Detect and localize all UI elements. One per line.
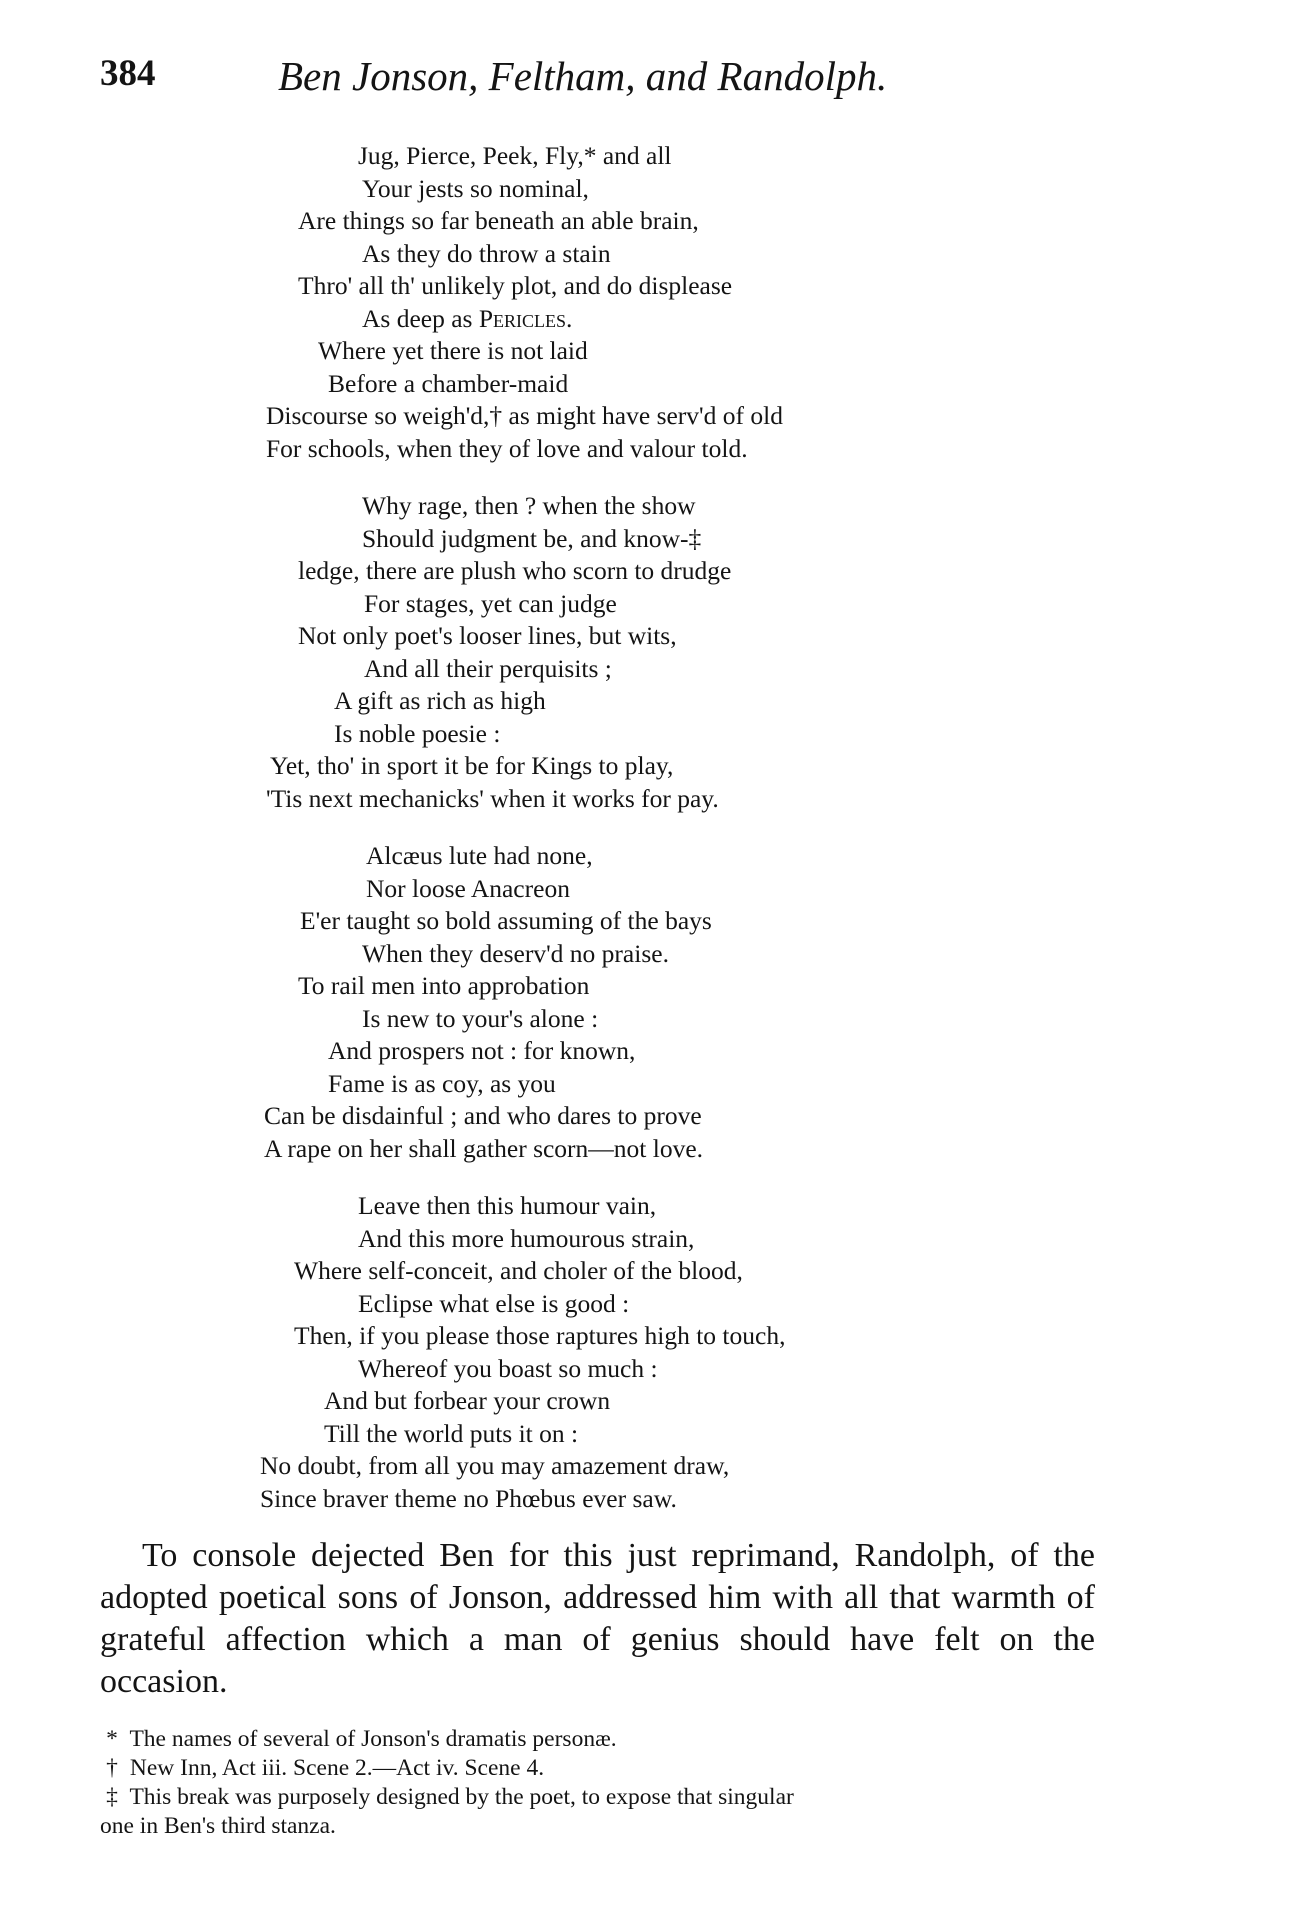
narrative-paragraph [100, 1535, 1095, 1703]
poem-line: Till the world puts it on : [324, 1418, 579, 1448]
poem-line: Should judgment be, and know-‡ [362, 523, 702, 553]
poem-line: As deep as Pericles. [362, 303, 573, 333]
poem-line: For schools, when they of love and valour told. [266, 433, 748, 463]
poem-line: A rape on her shall gather scorn—not love. [264, 1133, 704, 1163]
poem-line: Why rage, then ? when the show [362, 491, 696, 520]
footnotes [100, 1725, 1100, 1841]
poem-line: ledge, there are plush who scorn to drudge [298, 556, 732, 585]
poem-line: Yet, tho' in sport it be for Kings to play, [270, 751, 674, 780]
footnote-mark: * [106, 1726, 118, 1752]
page-header [100, 52, 1100, 112]
poem-line: Where self-conceit, and choler of the blood, [294, 1256, 743, 1285]
poem-line: 'Tis next mechanicks' when it works for pay. [266, 783, 719, 813]
stanza-3 [0, 840, 1293, 1165]
poem-line: When they deserv'd no praise. [362, 938, 669, 968]
poem-line: Your jests so nominal, [362, 173, 589, 203]
poem-line: And but forbear your crown [324, 1386, 611, 1415]
poem-line: Whereof you boast so much : [358, 1353, 658, 1383]
running-title: Ben Jonson, Feltham, and Randolph. [278, 53, 888, 99]
poem-line: A gift as rich as high [334, 686, 546, 715]
poem-line: No doubt, from all you may amazement draw, [260, 1451, 730, 1480]
poem-line: Is new to your's alone : [362, 1003, 599, 1033]
poem-line: Jug, Pierce, Peek, Fly,* and all [358, 141, 672, 170]
poem-line: For stages, yet can judge [364, 588, 617, 618]
page-number: 384 [100, 53, 156, 94]
poem-line: Alcæus lute had none, [366, 841, 593, 870]
stanza-4 [0, 1190, 1293, 1515]
footnote-1 [100, 1725, 1100, 1754]
poem-line: Are things so far beneath an able brain, [298, 206, 699, 235]
stanza-1 [0, 140, 1293, 465]
footnote-mark: ‡ [106, 1784, 118, 1810]
footnote-text: The names of several of Jonson's dramatis personæ. [129, 1726, 617, 1752]
poem-line: Before a chamber-maid [328, 368, 569, 398]
footnote-text: one in Ben's third stanza. [100, 1813, 336, 1839]
poem-line: Is noble poesie : [334, 718, 501, 748]
poem-line: Eclipse what else is good : [358, 1288, 630, 1318]
poem-line: Then, if you please those raptures high to touch, [294, 1321, 786, 1350]
poem-line: Fame is as coy, as you [328, 1068, 556, 1098]
poem-line: To rail men into approbation [298, 971, 590, 1000]
stanza-2 [0, 490, 1293, 815]
poem-line: Can be disdainful ; and who dares to prove [264, 1101, 702, 1130]
poem-line: As they do throw a stain [362, 238, 611, 268]
footnote-text: New Inn, Act iii. Scene 2.—Act iv. Scene 4. [129, 1755, 545, 1781]
poem-line: Leave then this humour vain, [358, 1191, 657, 1220]
footnote-text: This break was purposely designed by the poet, to expose that singular [129, 1784, 794, 1810]
footnote-mark: † [106, 1755, 118, 1781]
poem-line: And all their perquisits ; [364, 653, 612, 683]
poem-line: Thro' all th' unlikely plot, and do displease [298, 271, 733, 300]
footnote-2 [100, 1754, 1100, 1783]
poem-line: E'er taught so bold assuming of the bays [300, 906, 712, 935]
poem-line: Nor loose Anacreon [366, 873, 570, 903]
poem-line: Where yet there is not laid [318, 336, 588, 365]
footnote-3-continued [100, 1812, 1100, 1841]
poem [0, 140, 1293, 1540]
poem-line: And this more humourous strain, [358, 1223, 695, 1253]
poem-line: And prospers not : for known, [328, 1036, 636, 1065]
poem-line: Not only poet's looser lines, but wits, [298, 621, 677, 650]
poem-line: Since braver theme no Phœbus ever saw. [260, 1483, 677, 1513]
footnote-3 [100, 1783, 1100, 1812]
poem-line: Discourse so weigh'd,† as might have serv'd of old [266, 401, 783, 430]
narrative-text: To console dejected Ben for this just reprimand, Randolph, of the adopted poetical sons of Jonson, addressed him with all that warmth of grateful affection which a man of genius should have felt on the occasion. [100, 1537, 1095, 1700]
